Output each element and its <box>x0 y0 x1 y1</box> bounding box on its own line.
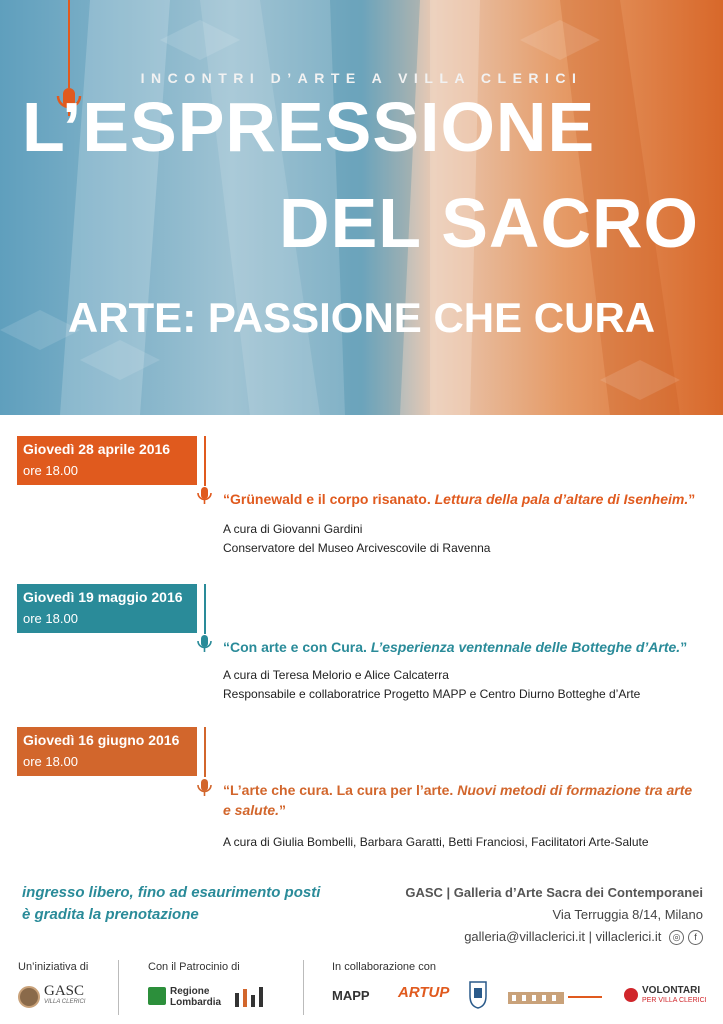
series-title: INCONTRI D’ARTE A VILLA CLERICI <box>140 70 583 86</box>
contact-links[interactable]: galleria@villaclerici.it | villaclerici.it <box>464 929 662 945</box>
event3-time: ore 18.00 <box>23 754 78 769</box>
crest-logo <box>468 978 488 1010</box>
event1-date: Giovedì 28 aprile 2016 <box>23 441 171 457</box>
event3-line <box>204 727 206 777</box>
event2-time: ore 18.00 <box>23 611 78 626</box>
gasc-logo: GASC VILLA CLERICI <box>18 983 98 1009</box>
event2-date: Giovedì 19 maggio 2016 <box>23 589 183 605</box>
event3-title: “L’arte che cura. La cura per l’arte. Nuovi metodi di formazione tra arte e salute.” <box>223 782 693 818</box>
address: Via Terruggia 8/14, Milano <box>552 907 703 923</box>
event1-time: ore 18.00 <box>23 463 78 478</box>
divider <box>303 960 304 1015</box>
entry-info: ingresso libero, fino ad esaurimento posti è gradita la prenotazione <box>22 884 321 923</box>
contact-line <box>405 926 703 948</box>
mapp-logo: MAPP <box>332 988 370 1003</box>
event1-line <box>204 436 206 486</box>
artup-logo: ARTUP <box>398 984 450 1001</box>
villa-clerici-logo <box>508 988 604 1006</box>
event3-date: Giovedì 16 giugno 2016 <box>23 732 180 748</box>
collab-label: In collaborazione con <box>332 961 436 973</box>
municipality-logo <box>233 983 273 1009</box>
microphone-icon <box>196 484 213 508</box>
initiative-label: Un’iniziativa di <box>18 961 89 973</box>
divider <box>118 960 119 1015</box>
hero-banner <box>0 0 723 415</box>
event1-date-box <box>17 436 197 485</box>
regione-logo-icon <box>148 987 166 1005</box>
facebook-icon[interactable]: f <box>688 930 703 945</box>
main-title-line2: DEL SACRO <box>279 184 699 262</box>
regione-lombardia-logo: Regione Lombardia <box>148 985 228 1009</box>
volontari-logo-icon <box>624 988 638 1002</box>
event3-date-box <box>17 727 197 776</box>
event2-date-box <box>17 584 197 633</box>
volontari-logo: VOLONTARI PER VILLA CLERICI <box>624 984 720 1008</box>
patronage-label: Con il Patrocinio di <box>148 961 240 973</box>
event2-title: “Con arte e con Cura. L’esperienza ventennale delle Botteghe d’Arte.” <box>223 639 688 655</box>
event3-speaker: A cura di Giulia Bombelli, Barbara Garatti, Betti Franciosi, Facilitatori Arte-Salute <box>223 835 649 849</box>
event2-speaker: A cura di Teresa Melorio e Alice Calcaterra Responsabile e collaboratrice Progetto MAPP e Centro Diurno Botteghe d’Arte <box>223 668 641 701</box>
event1-title: “Grünewald e il corpo risanato. Lettura della pala d’altare di Isenheim.” <box>223 491 696 507</box>
event1-speaker: A cura di Giovanni Gardini Conservatore del Museo Arcivescovile di Ravenna <box>223 522 491 555</box>
instagram-icon[interactable]: ◎ <box>669 930 684 945</box>
subtitle: ARTE: PASSIONE CHE CURA <box>67 294 656 341</box>
microphone-icon <box>196 776 213 800</box>
microphone-icon <box>196 632 213 656</box>
event2-line <box>204 584 206 634</box>
venue-info <box>405 882 703 948</box>
gasc-logo-icon <box>18 986 40 1008</box>
org-name: GASC | Galleria d’Arte Sacra dei Contemporanei <box>405 885 703 900</box>
main-title-line1: L’ESPRESSIONE <box>22 88 596 166</box>
